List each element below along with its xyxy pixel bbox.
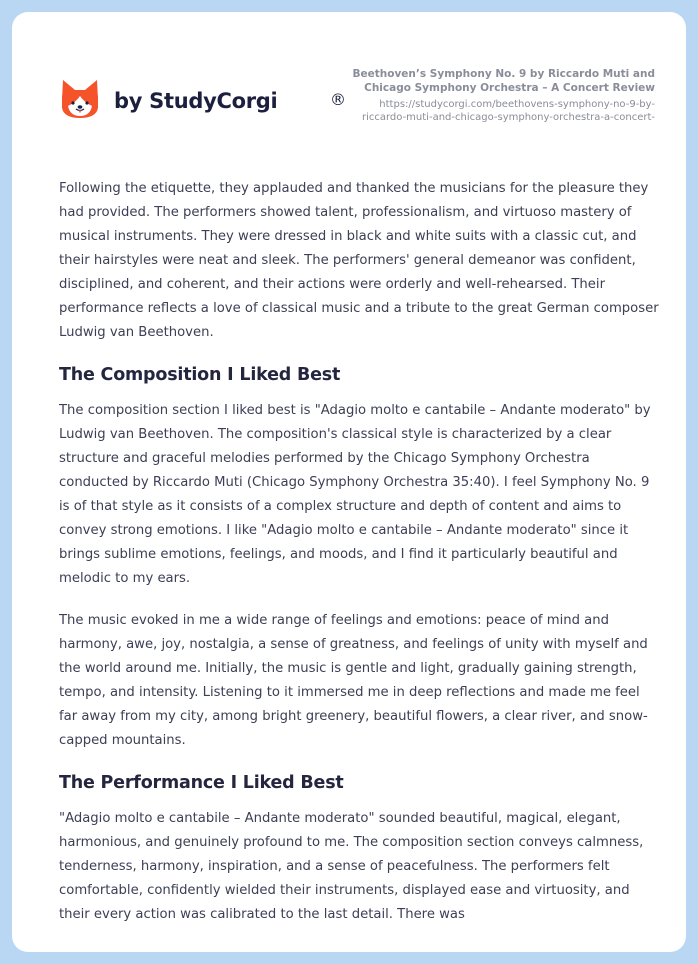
document-meta	[315, 67, 655, 124]
corgi-logo-icon	[60, 76, 100, 120]
section-heading-composition: The Composition I Liked Best	[59, 365, 341, 385]
paragraph: The music evoked in me a wide range of feelings and emotions: peace of mind and harmony, awe, joy, nostalgia, a sense of greatness, and feelings of unity with myself and the world around me. Initially, the music is gentle and light, gradually gaining strength, tempo, and intensity. Listening to it immersed me in deep reflections and made me feel far away from my city, among bright greenery, beautiful flowers, a clear river, and snow-capped mountains.	[59, 613, 648, 748]
document-url[interactable]	[315, 98, 655, 124]
paragraph: The composition section I liked best is "Adagio molto e cantabile – Andante moderato" by Ludwig van Beethoven. The composition's classical style is characterized by a clear structure and graceful melodies performed by the Chicago Symphony Orchestra conducted by Riccardo Muti (Chicago Symphony Orchestra 35:40). I feel Symphony No. 9 is of that style as it consists of a complex structure and depth of content and aims to convey strong emotions. I like "Adagio molto e cantabile – Andante moderato" since it brings sublime emotions, feelings, and moods, and I find it particularly beautiful and melodic to my ears.	[59, 403, 651, 586]
paragraph: "Adagio molto e cantabile – Andante moderato" sounded beautiful, magical, elegant, harmonious, and genuinely profound to me. The composition section conveys calmness, tenderness, harmony, inspiration, and a sense of peacefulness. The performers felt comfortable, confidently wielded their instruments, displayed ease and virtuosity, and their every action was calibrated to the last detail. There was	[59, 811, 644, 922]
page-header	[12, 12, 686, 162]
document-body	[59, 177, 659, 945]
brand-name: by StudyCorgi	[114, 89, 278, 113]
document-page	[12, 12, 686, 952]
document-title-line-2: Chicago Symphony Orchestra – A Concert Review	[364, 82, 655, 94]
intro-paragraph: Following the etiquette, they applauded and thanked the musicians for the pleasure they had provided. The performers showed talent, professionalism, and virtuoso mastery of musical instruments. They were dressed in black and white suits with a classic cut, and their hairstyles were neat and sleek. The performers' general demeanor was confident, disciplined, and coherent, and their actions were orderly and well-rehearsed. Their performance reflects a love of classical music and a tribute to the great German composer Ludwig van Beethoven.	[59, 181, 659, 340]
document-url-line-1[interactable]: https://studycorgi.com/beethovens-symphony-no-9-by-	[379, 99, 655, 110]
registered-mark: ®	[330, 90, 346, 109]
document-url-line-2[interactable]: riccardo-muti-and-chicago-symphony-orchestra-a-concert-	[361, 112, 655, 123]
document-title-line-1: Beethoven’s Symphony No. 9 by Riccardo Muti and	[352, 68, 655, 80]
section-heading-performance: The Performance I Liked Best	[59, 773, 344, 793]
brand-logo[interactable]	[60, 76, 346, 120]
document-title	[315, 67, 655, 95]
